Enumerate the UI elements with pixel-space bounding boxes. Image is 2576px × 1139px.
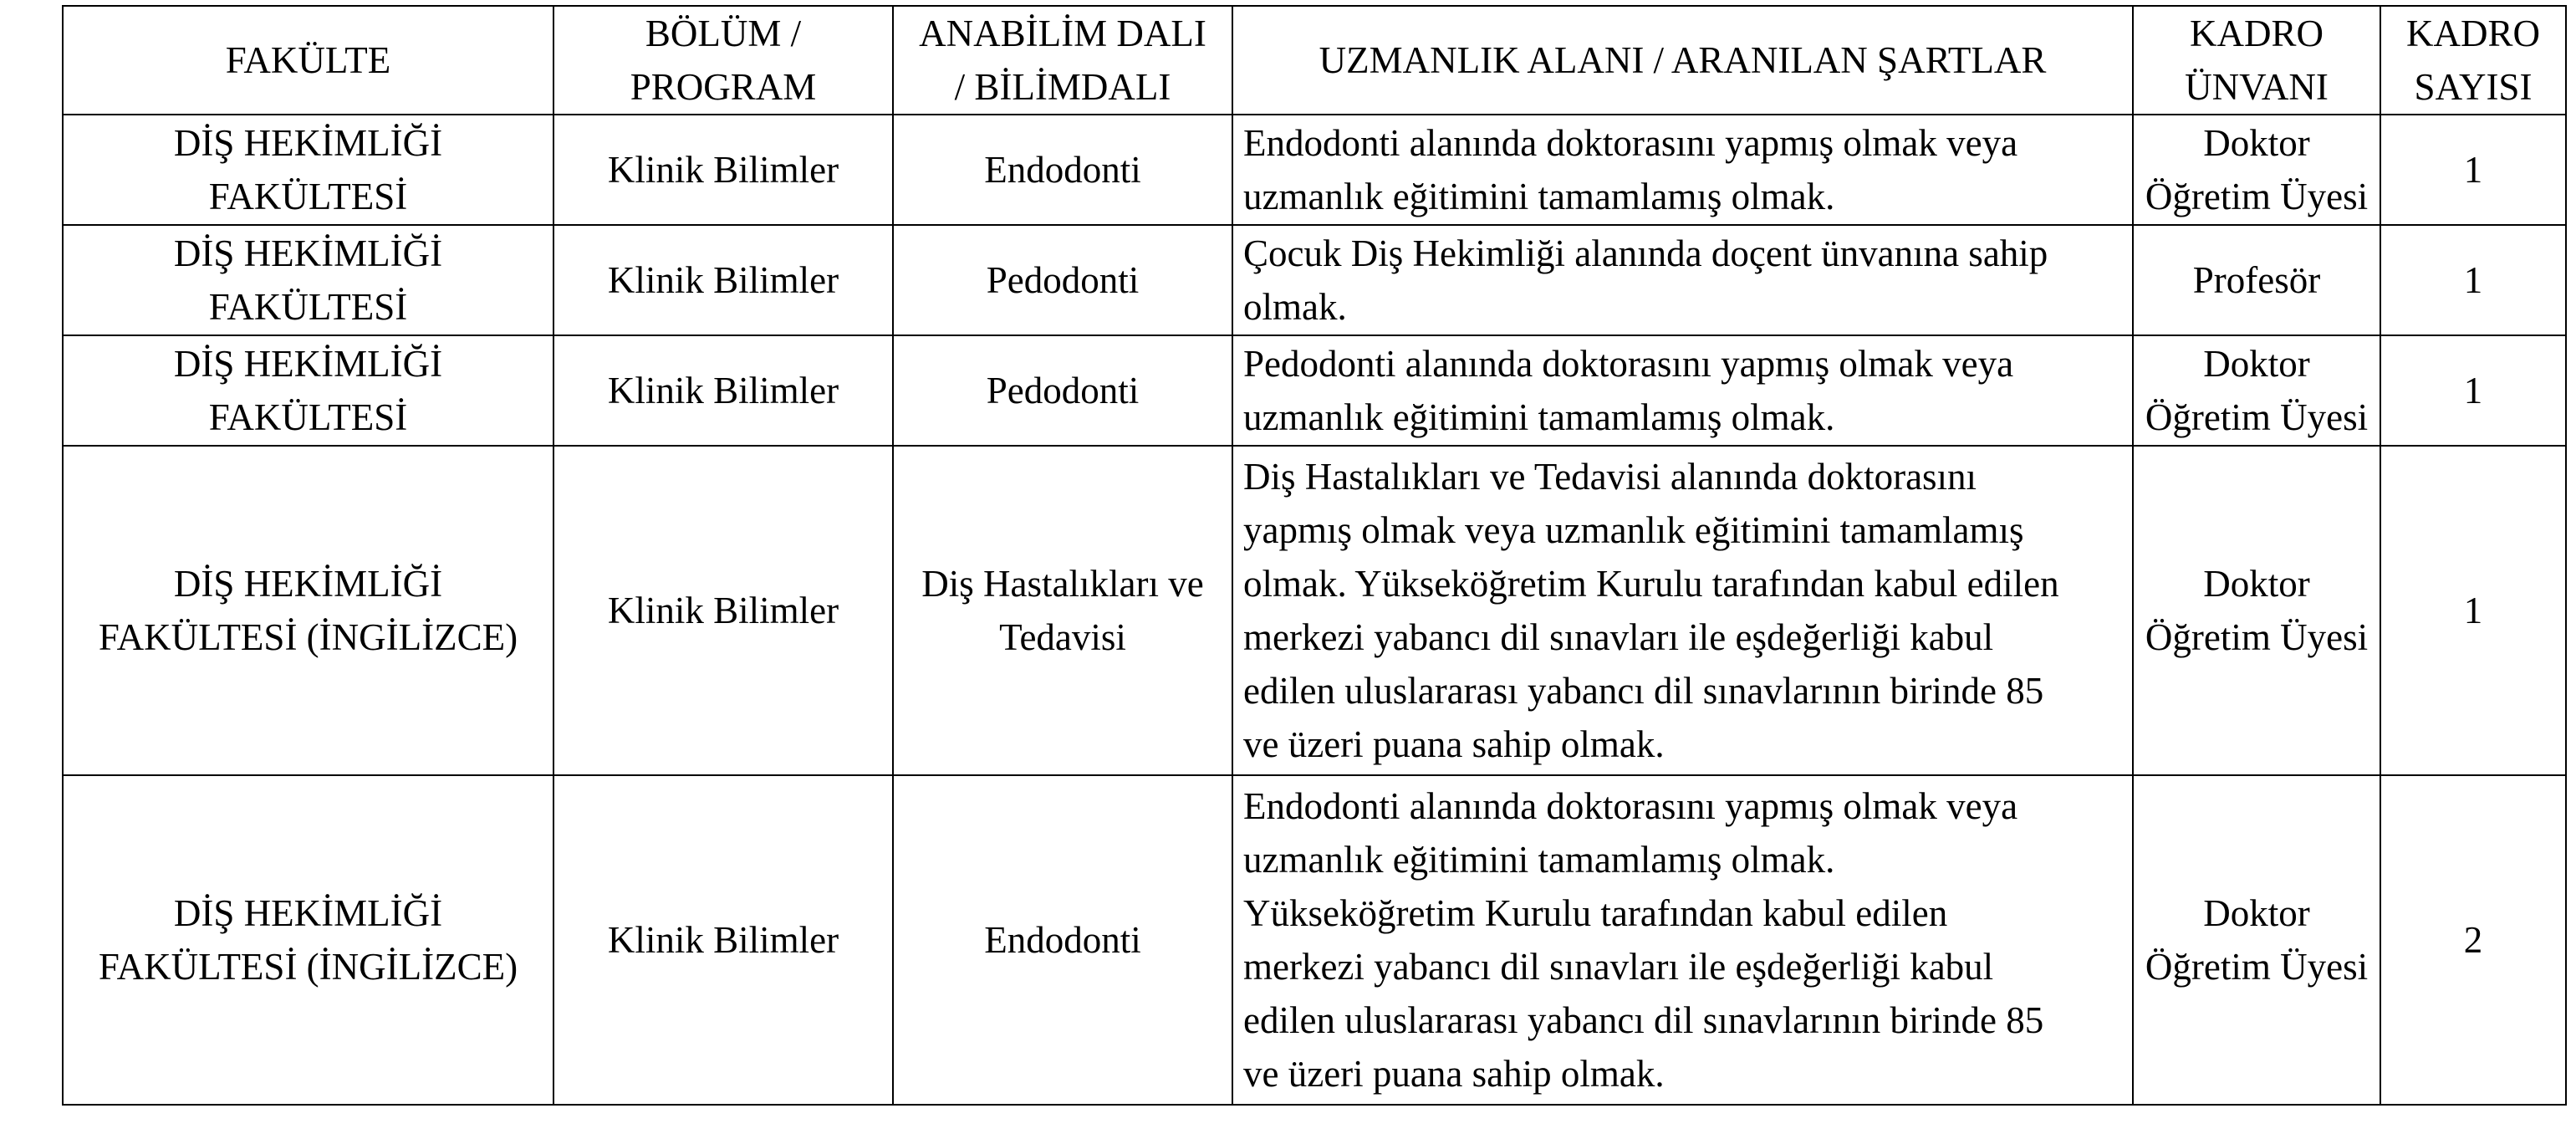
cell-sartlar: Diş Hastalıkları ve Tedavisi alanında doktorasını yapmış olmak veya uzmanlık eğitimini tamamlamış olmak. Yükseköğretim Kurulu tarafından kabul edilen merkezi yabancı dil sınavları ile eşdeğerliği kabul edilen uluslararası yabancı dil sınavlarının birinde 85 ve üzeri puana sahip olmak. — [1232, 446, 2133, 775]
cell-sartlar: Çocuk Diş Hekimliği alanında doçent ünvanına sahip olmak. — [1232, 225, 2133, 335]
cell-anabilim-dali: Pedodonti — [893, 225, 1232, 335]
table-row — [63, 225, 2566, 335]
cell-fakulte: DİŞ HEKİMLİĞİ FAKÜLTESİ — [63, 225, 553, 335]
table-row — [63, 775, 2566, 1105]
cell-anabilim-dali: Endodonti — [893, 115, 1232, 225]
cell-kadro-sayisi: 1 — [2380, 335, 2566, 446]
cell-kadro-sayisi: 1 — [2380, 225, 2566, 335]
faculty-positions-table — [62, 5, 2567, 1106]
cell-kadro-unvani: Doktor Öğretim Üyesi — [2133, 446, 2380, 775]
cell-kadro-unvani: Doktor Öğretim Üyesi — [2133, 335, 2380, 446]
cell-kadro-sayisi: 2 — [2380, 775, 2566, 1105]
header-uzmanlik-alani: UZMANLIK ALANI / ARANILAN ŞARTLAR — [1232, 6, 2133, 115]
cell-kadro-sayisi: 1 — [2380, 115, 2566, 225]
cell-kadro-unvani: Profesör — [2133, 225, 2380, 335]
header-fakulte: FAKÜLTE — [63, 6, 553, 115]
cell-anabilim-dali: Diş Hastalıkları ve Tedavisi — [893, 446, 1232, 775]
cell-sartlar: Endodonti alanında doktorasını yapmış olmak veya uzmanlık eğitimini tamamlamış olmak. — [1232, 115, 2133, 225]
cell-anabilim-dali: Pedodonti — [893, 335, 1232, 446]
cell-fakulte: DİŞ HEKİMLİĞİ FAKÜLTESİ — [63, 115, 553, 225]
cell-bolum: Klinik Bilimler — [553, 446, 893, 775]
cell-sartlar: Pedodonti alanında doktorasını yapmış olmak veya uzmanlık eğitimini tamamlamış olmak. — [1232, 335, 2133, 446]
header-kadro-sayisi: KADRO SAYISI — [2380, 6, 2566, 115]
cell-fakulte: DİŞ HEKİMLİĞİ FAKÜLTESİ (İNGİLİZCE) — [63, 775, 553, 1105]
header-kadro-unvani: KADRO ÜNVANI — [2133, 6, 2380, 115]
cell-kadro-unvani: Doktor Öğretim Üyesi — [2133, 115, 2380, 225]
cell-kadro-sayisi: 1 — [2380, 446, 2566, 775]
cell-kadro-unvani: Doktor Öğretim Üyesi — [2133, 775, 2380, 1105]
cell-bolum: Klinik Bilimler — [553, 775, 893, 1105]
cell-bolum: Klinik Bilimler — [553, 115, 893, 225]
cell-anabilim-dali: Endodonti — [893, 775, 1232, 1105]
header-row — [63, 6, 2566, 115]
table-row — [63, 335, 2566, 446]
header-anabilim-dali: ANABİLİM DALI / BİLİMDALI — [893, 6, 1232, 115]
table-body — [63, 115, 2566, 1105]
cell-bolum: Klinik Bilimler — [553, 335, 893, 446]
cell-sartlar: Endodonti alanında doktorasını yapmış olmak veya uzmanlık eğitimini tamamlamış olmak. Yükseköğretim Kurulu tarafından kabul edilen merkezi yabancı dil sınavları ile eşdeğerliği kabul edilen uluslararası yabancı dil sınavlarının birinde 85 ve üzeri puana sahip olmak. — [1232, 775, 2133, 1105]
table-row — [63, 446, 2566, 775]
table-row — [63, 115, 2566, 225]
cell-fakulte: DİŞ HEKİMLİĞİ FAKÜLTESİ — [63, 335, 553, 446]
cell-fakulte: DİŞ HEKİMLİĞİ FAKÜLTESİ (İNGİLİZCE) — [63, 446, 553, 775]
table-header — [63, 6, 2566, 115]
cell-bolum: Klinik Bilimler — [553, 225, 893, 335]
header-bolum: BÖLÜM / PROGRAM — [553, 6, 893, 115]
